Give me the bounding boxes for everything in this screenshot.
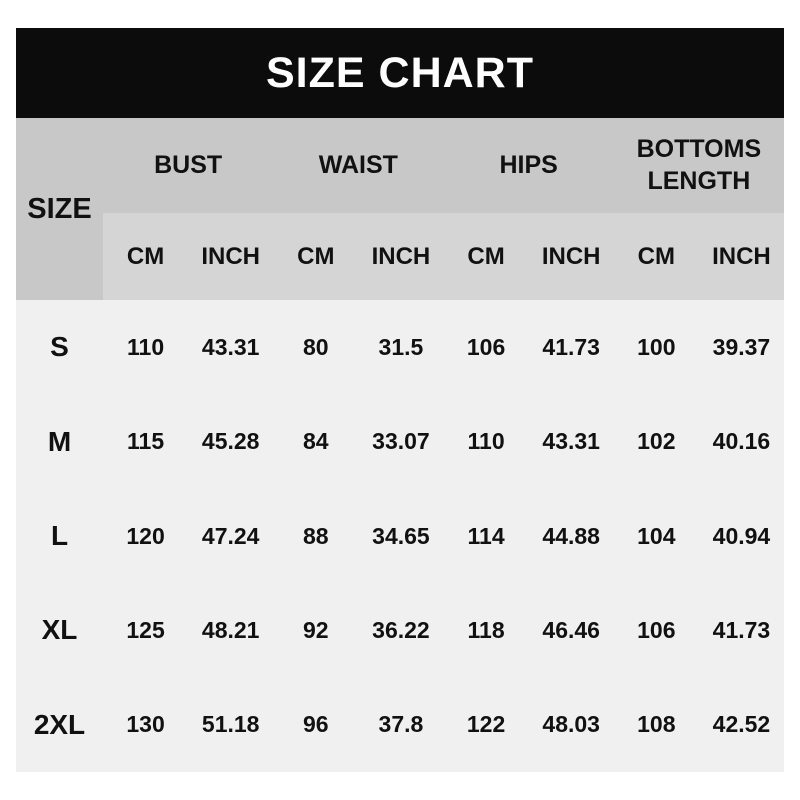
- value-cell: 120: [126, 522, 165, 549]
- group-header-hips: HIPS: [499, 150, 558, 179]
- value-cell: 45.28: [201, 428, 260, 455]
- value-cell: 122: [466, 711, 506, 738]
- value-cell: 114: [467, 522, 505, 549]
- value-cell: 40.94: [712, 522, 771, 549]
- value-cell: 44.88: [542, 522, 600, 549]
- value-cell: 106: [637, 616, 676, 643]
- value-cell: 43.31: [542, 428, 600, 455]
- size-column-header: [16, 118, 103, 300]
- unit-header-hips-inch: INCH: [541, 242, 601, 270]
- group-header-waist: WAIST: [318, 150, 398, 179]
- value-cell: 125: [126, 616, 165, 643]
- row-values: [103, 489, 784, 583]
- table-row: [16, 489, 784, 583]
- value-cell: 46.46: [542, 616, 600, 643]
- row-size-label: XL: [41, 614, 78, 646]
- value-cell: 115: [127, 428, 165, 455]
- table-row: [16, 583, 784, 677]
- value-cell: 106: [466, 333, 506, 360]
- unit-header-bottoms-cm: CM: [637, 242, 675, 270]
- value-cell: 92: [303, 616, 329, 643]
- value-cell: 51.18: [201, 711, 260, 738]
- row-size-label: L: [50, 520, 69, 552]
- table-row: [16, 678, 784, 772]
- measurement-group-row: [103, 118, 784, 213]
- value-cell: 41.73: [712, 616, 771, 643]
- value-cell: 104: [637, 522, 676, 549]
- value-cell: 88: [303, 522, 329, 549]
- unit-header-bottoms-inch: INCH: [712, 242, 771, 270]
- value-cell: 47.24: [201, 522, 260, 549]
- value-cell: 33.07: [372, 428, 430, 455]
- value-cell: 108: [637, 711, 676, 738]
- row-size-label: S: [50, 331, 69, 363]
- value-cell: 34.65: [372, 522, 430, 549]
- value-cell: 40.16: [712, 428, 771, 455]
- row-values: [103, 394, 784, 488]
- table-row: [16, 394, 784, 488]
- unit-header-row: [103, 213, 784, 300]
- value-cell: 48.21: [201, 616, 260, 643]
- value-cell: 80: [303, 333, 329, 360]
- unit-header-waist-cm: CM: [297, 242, 335, 270]
- value-cell: 43.31: [201, 333, 260, 360]
- table-row: [16, 300, 784, 394]
- value-cell: 41.73: [542, 333, 600, 360]
- row-values: [103, 583, 784, 677]
- unit-header-waist-inch: INCH: [371, 242, 431, 270]
- row-values: [103, 678, 784, 772]
- unit-header-hips-cm: CM: [467, 242, 505, 270]
- value-cell: 39.37: [712, 333, 771, 360]
- value-cell: 110: [467, 428, 505, 455]
- value-cell: 42.52: [712, 711, 771, 738]
- value-cell: 31.5: [378, 333, 424, 360]
- value-cell: 48.03: [542, 711, 600, 738]
- value-cell: 130: [126, 711, 165, 738]
- size-table: [16, 118, 784, 772]
- page-title: SIZE CHART: [266, 48, 534, 97]
- value-cell: 110: [127, 333, 165, 360]
- value-cell: 102: [637, 428, 676, 455]
- value-cell: 100: [637, 333, 676, 360]
- value-cell: 36.22: [372, 616, 430, 643]
- size-column-header-label: SIZE: [27, 192, 92, 225]
- group-header-bottoms-length: BOTTOMS LENGTH: [636, 135, 762, 195]
- row-values: [103, 300, 784, 394]
- unit-header-bust-inch: INCH: [201, 242, 261, 270]
- unit-header-bust-cm: CM: [126, 242, 165, 270]
- table-body: [16, 300, 784, 772]
- table-header: [16, 118, 784, 300]
- value-cell: 96: [303, 711, 329, 738]
- group-header-bust: BUST: [154, 150, 223, 179]
- value-cell: 118: [467, 616, 505, 643]
- value-cell: 84: [303, 428, 329, 455]
- row-size-label: M: [47, 425, 72, 457]
- row-size-label: 2XL: [33, 708, 86, 740]
- value-cell: 37.8: [378, 711, 424, 738]
- title-bar: [16, 28, 784, 118]
